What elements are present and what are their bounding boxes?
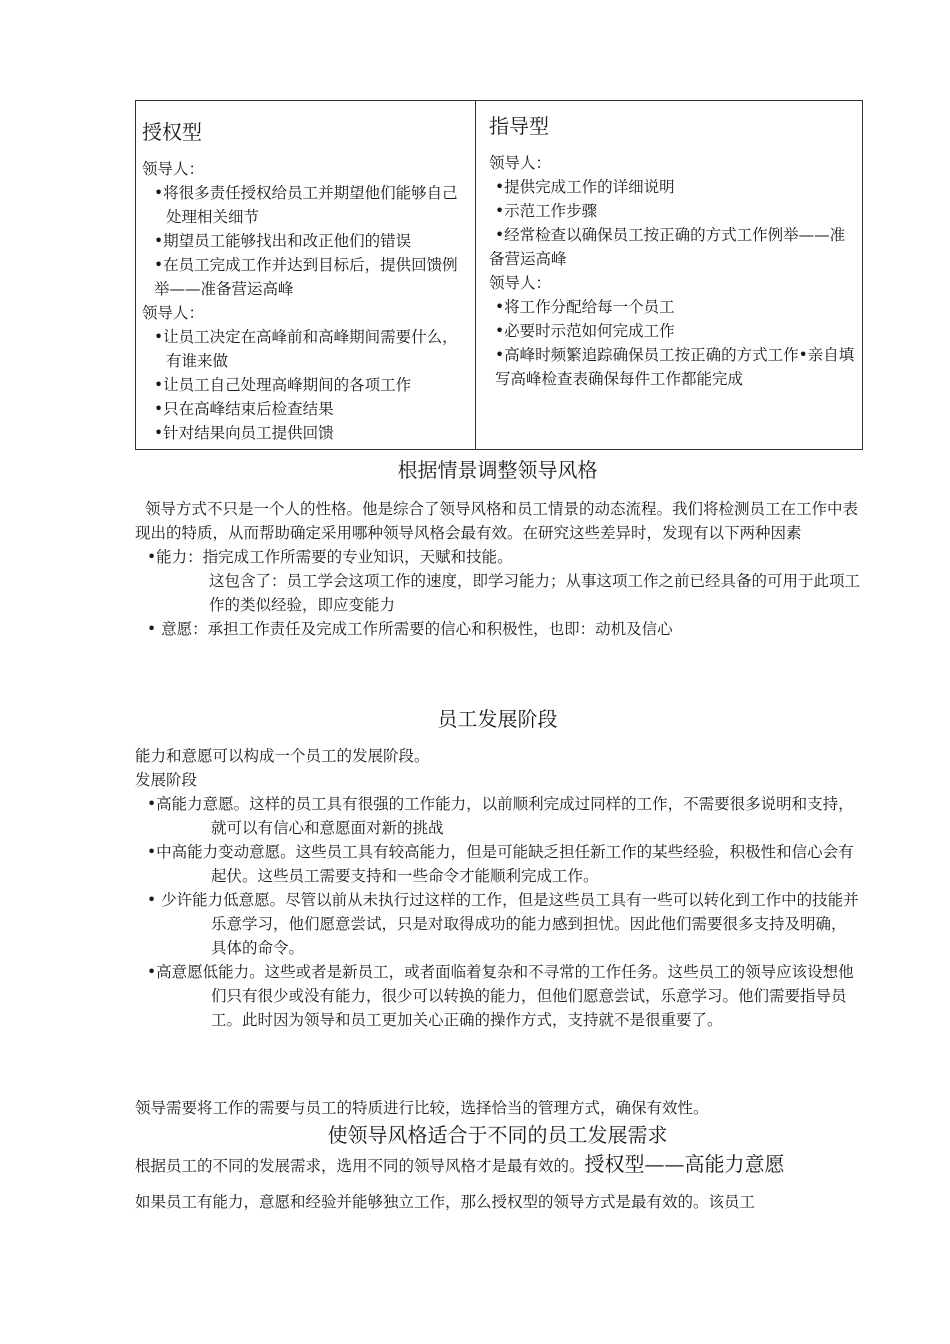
section-heading: 使领导风格适合于不同的员工发展需求 xyxy=(327,1123,668,1147)
section-heading: 根据情景调整领导风格 xyxy=(397,458,598,482)
paragraph: 能力和意愿可以构成一个员工的发展阶段。 xyxy=(135,747,430,765)
list-item: •经常检查以确保员工按正确的方式工作例举——准备营运高峰 xyxy=(489,226,846,268)
subheading-delegating: 授权型——高能力意愿 xyxy=(584,1152,785,1176)
list-item: •示范工作步骤 xyxy=(495,202,598,220)
ability-item: •能力：指完成工作所需要的专业知识，天赋和技能。 xyxy=(147,548,513,566)
leader-label: 领导人： xyxy=(489,154,552,172)
willingness-item: • 意愿：承担工作责任及完成工作所需要的信心和积极性，也即：动机及信心 xyxy=(147,620,673,638)
stage-item: •高意愿低能力。这些或者是新员工，或者面临着复杂和不寻常的工作任务。这些员工的领导应该设想他们只有很少或没有能力，很少可以转换的能力，但他们愿意尝试，乐意学习。他们需要指导员工。此时因为领导和员工更加关心正确的操作方式，支持就不是很重要了。 xyxy=(147,963,854,1029)
list-item: •期望员工能够找出和改正他们的错误 xyxy=(154,232,412,250)
list-item: •将工作分配给每一个员工 xyxy=(495,298,675,316)
list-item: •在员工完成工作并达到目标后，提供回馈例举——准备营运高峰 xyxy=(154,256,458,298)
section-heading: 员工发展阶段 xyxy=(437,707,558,731)
intro-paragraph: 领导方式不只是一个人的性格。他是综合了领导风格和员工情景的动态流程。我们将检测员工在工作中表现出的特质，从而帮助确定采用哪种领导风格会最有效。在研究这些差异时，发现有以下两种因素 xyxy=(135,500,859,542)
list-item: •将很多责任授权给员工并期望他们能够自己处理相关细节 xyxy=(154,184,458,226)
stage-item: •中高能力变动意愿。这些员工具有较高能力，但是可能缺乏担任新工作的某些经验，积极性和信心会有起伏。这些员工需要支持和一些命令才能顺利完成工作。 xyxy=(147,843,854,885)
conclusion xyxy=(135,1096,860,1120)
list-item: •必要时示范如何完成工作 xyxy=(495,322,675,340)
paragraph: 根据员工的不同的发展需求，选用不同的领导风格才是最有效的。授权型——高能力意愿 xyxy=(135,1152,785,1176)
paragraph: 发展阶段 xyxy=(135,771,198,789)
stage-item: •高能力意愿。这样的员工具有很强的工作能力，以前顺利完成过同样的工作，不需要很多说明和支持，就可以有信心和意愿面对新的挑战 xyxy=(147,795,854,837)
directing-title: 指导型 xyxy=(489,114,549,138)
delegating-title: 授权型 xyxy=(142,120,202,144)
list-item: •针对结果向员工提供回馈 xyxy=(154,424,334,442)
stage-item: • 少许能力低意愿。尽管以前从未执行过这样的工作，但是这些员工具有一些可以转化到工作中的技能并乐意学习，他们愿意尝试，只是对取得成功的能力感到担忧。因此他们需要很多支持及明确，具体的命令。 xyxy=(147,891,859,957)
delegating-column xyxy=(136,101,476,449)
leader-label: 领导人： xyxy=(142,304,205,322)
paragraph: 如果员工有能力，意愿和经验并能够独立工作，那么授权型的领导方式是最有效的。该员工 xyxy=(135,1193,756,1211)
leadership-style-table xyxy=(135,100,863,450)
section-situational-leadership xyxy=(135,455,860,641)
list-item: •让员工决定在高峰前和高峰期间需要什么，有谁来做 xyxy=(154,328,458,370)
leader-label: 领导人： xyxy=(489,274,552,292)
section-matching-styles xyxy=(135,1120,860,1214)
list-item: •提供完成工作的详细说明 xyxy=(495,178,675,196)
ability-detail: 这包含了：员工学会这项工作的速度，即学习能力；从事这项工作之前已经具备的可用于此项工作的类似经验，即应变能力 xyxy=(209,572,861,614)
conclusion-paragraph: 领导需要将工作的需要与员工的特质进行比较，选择恰当的管理方式，确保有效性。 xyxy=(135,1099,709,1117)
leader-label: 领导人： xyxy=(142,160,205,178)
list-item: •高峰时频繁追踪确保员工按正确的方式工作•亲自填写高峰检查表确保每件工作都能完成 xyxy=(495,346,855,388)
section-development-stages xyxy=(135,704,860,1032)
list-item: •只在高峰结束后检查结果 xyxy=(154,400,334,418)
list-item: •让员工自己处理高峰期间的各项工作 xyxy=(154,376,412,394)
directing-column xyxy=(476,101,862,449)
